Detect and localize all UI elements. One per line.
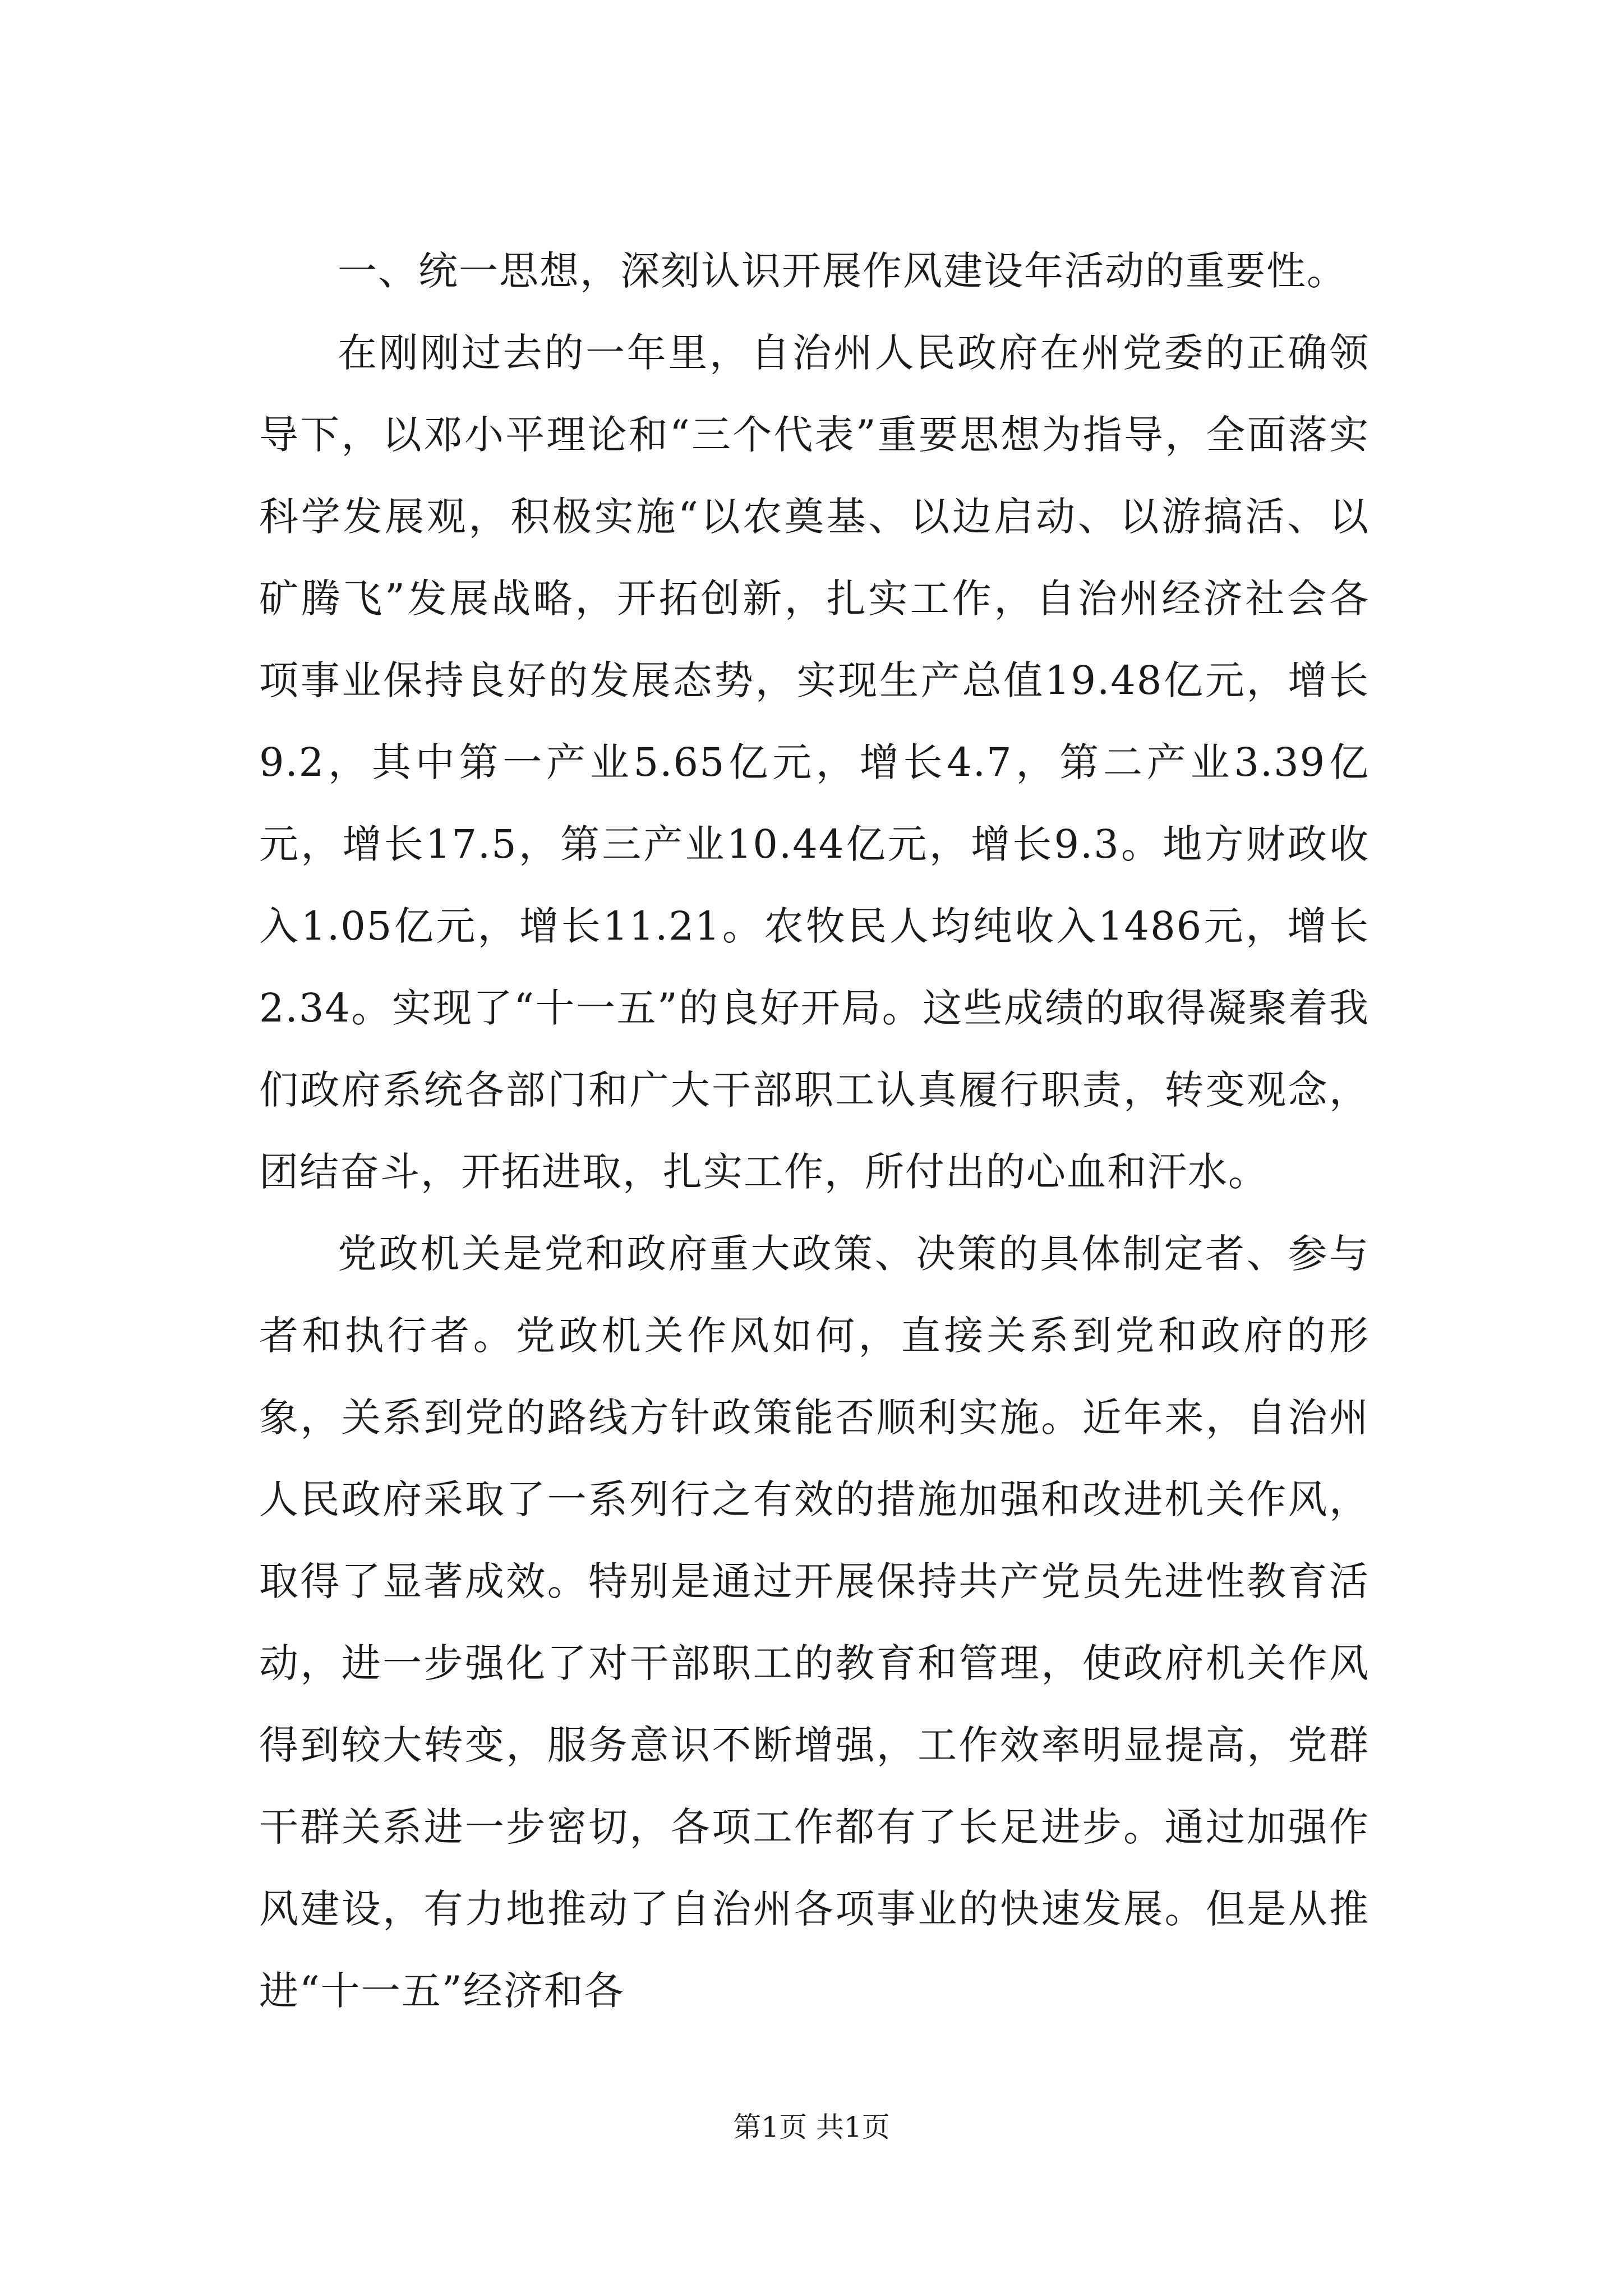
page-footer: 第1页 共1页 [733, 2111, 890, 2143]
section-heading: 一、统一思想，深刻认识开展作风建设年活动的重要性。 [338, 248, 1347, 294]
document-body [259, 230, 1370, 2032]
body-paragraph-1: 在刚刚过去的一年里，自治州人民政府在州党委的正确领导下，以邓小平理论和“三个代表”重要思想为指导，全面落实科学发展观，积极实施“以农奠基、以边启动、以游搞活、以矿腾飞”发展战略，开拓创新，扎实工作，自治州经济社会各项事业保持良好的发展态势，实现生产总值19.48亿元，增长9.2，其中第一产业5.65亿元，增长4.7，第二产业3.39亿元，增长17.5，第三产业10.44亿元，增长9.3。地方财政收入1.05亿元，增长11.21。农牧民人均纯收入1486元，增长2.34。实现了“十一五”的良好开局。这些成绩的取得凝聚着我们政府系统各部门和广大干部职工认真履行职责，转变观念，团结奋斗，开拓进取，扎实工作，所付出的心血和汗水。 [259, 330, 1370, 1195]
body-paragraph-2: 党政机关是党和政府重大政策、决策的具体制定者、参与者和执行者。党政机关作风如何，直接关系到党和政府的形象，关系到党的路线方针政策能否顺利实施。近年来，自治州人民政府采取了一系列行之有效的措施加强和改进机关作风，取得了显著成效。特别是通过开展保持共产党员先进性教育活动，进一步强化了对干部职工的教育和管理，使政府机关作风得到较大转变，服务意识不断增强，工作效率明显提高，党群干群关系进一步密切，各项工作都有了长足进步。通过加强作风建设，有力地推动了自治州各项事业的快速发展。但是从推进“十一五”经济和各 [259, 1231, 1370, 2014]
